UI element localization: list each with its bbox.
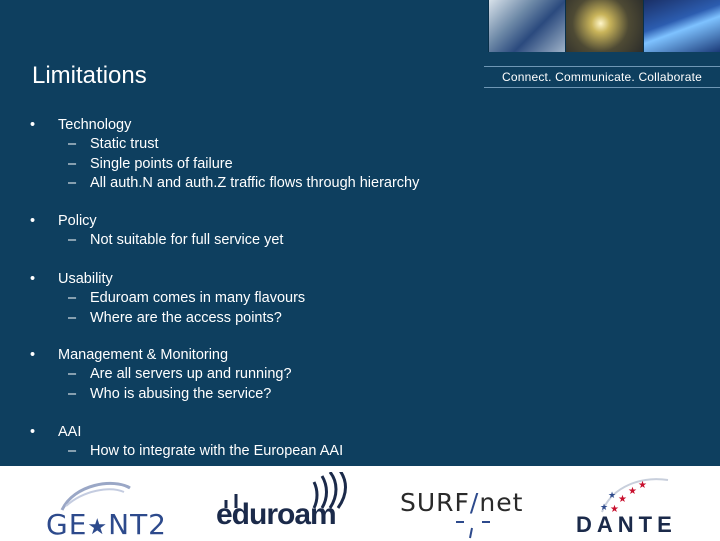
bullet-dot: •: [30, 271, 36, 287]
bullet-label: Technology: [58, 117, 132, 133]
eduroam-logo: [214, 472, 354, 534]
bullet-label: AAI: [58, 424, 82, 440]
sub-bullet-text: Are all servers up and running?: [90, 366, 292, 383]
sub-bullet-dash: –: [68, 290, 77, 307]
page-title: Limitations: [32, 62, 147, 89]
dante-logo: [572, 472, 684, 536]
sub-bullet-item: [68, 289, 305, 308]
eu-flags-photo: [488, 0, 565, 52]
bullet-dot: •: [30, 117, 36, 133]
header-photo-banner: [488, 0, 720, 52]
eduroam-text: eduroam: [216, 498, 336, 531]
bullet-label: Policy: [58, 213, 97, 229]
sub-bullet-item: [68, 365, 292, 384]
surfnet-text-2: net: [479, 488, 524, 517]
geant2-logo: [44, 476, 184, 541]
geant-star-icon: ★: [87, 515, 109, 540]
svg-text:★: ★: [628, 486, 637, 497]
sub-bullet-dash: –: [68, 309, 77, 326]
sub-bullet-item: [68, 135, 159, 154]
surfnet-slash: /: [469, 488, 480, 517]
surfnet-dashes-icon: [454, 518, 514, 540]
bullet-label: Management & Monitoring: [58, 347, 229, 363]
surfnet-logo: [400, 488, 540, 538]
sub-bullet-item: [68, 231, 283, 250]
sub-bullet-item: [68, 174, 419, 193]
geant-text-2: NT2: [108, 508, 167, 541]
sub-bullet-text: How to integrate with the European AAI: [90, 443, 344, 460]
sub-bullet-item: [68, 442, 343, 461]
logo-bar: [0, 466, 720, 540]
sub-bullet-text: Eduroam comes in many flavours: [90, 290, 306, 307]
bullet-dot: •: [30, 424, 36, 440]
geant-text-1: GE: [46, 508, 88, 541]
sub-bullet-dash: –: [68, 443, 77, 460]
sub-bullet-text: Not suitable for full service yet: [90, 232, 284, 249]
bullet-dot: •: [30, 347, 36, 363]
sub-bullet-dash: –: [68, 174, 77, 191]
bullet-label: Usability: [58, 271, 113, 287]
svg-text:★: ★: [600, 503, 609, 513]
sub-bullet-dash: –: [68, 155, 77, 172]
sub-bullet-item: [68, 309, 282, 328]
sub-bullet-dash: –: [68, 366, 77, 383]
sub-bullet-item: [68, 155, 233, 174]
sub-bullet-text: Static trust: [90, 136, 159, 153]
svg-text:★: ★: [638, 480, 647, 491]
surfnet-text-1: SURF: [400, 488, 470, 517]
svg-text:★: ★: [608, 491, 617, 501]
bullet-dot: •: [30, 213, 36, 229]
sub-bullet-item: [68, 385, 271, 404]
tagline: Connect. Communicate. Collaborate: [484, 66, 720, 88]
sub-bullet-dash: –: [68, 385, 77, 402]
sub-bullet-text: Single points of failure: [90, 155, 233, 172]
dante-text: DANTE: [576, 512, 677, 537]
svg-text:★: ★: [610, 504, 619, 515]
dante-stars-icon: [572, 472, 684, 516]
sub-bullet-dash: –: [68, 232, 77, 249]
sub-bullet-text: All auth.N and auth.Z traffic flows through hierarchy: [90, 174, 420, 191]
network-map-photo: [643, 0, 720, 52]
svg-text:★: ★: [618, 494, 627, 505]
light-globe-photo: [565, 0, 642, 52]
sub-bullet-dash: –: [68, 136, 77, 153]
sub-bullet-text: Where are the access points?: [90, 309, 282, 326]
sub-bullet-text: Who is abusing the service?: [90, 385, 272, 402]
